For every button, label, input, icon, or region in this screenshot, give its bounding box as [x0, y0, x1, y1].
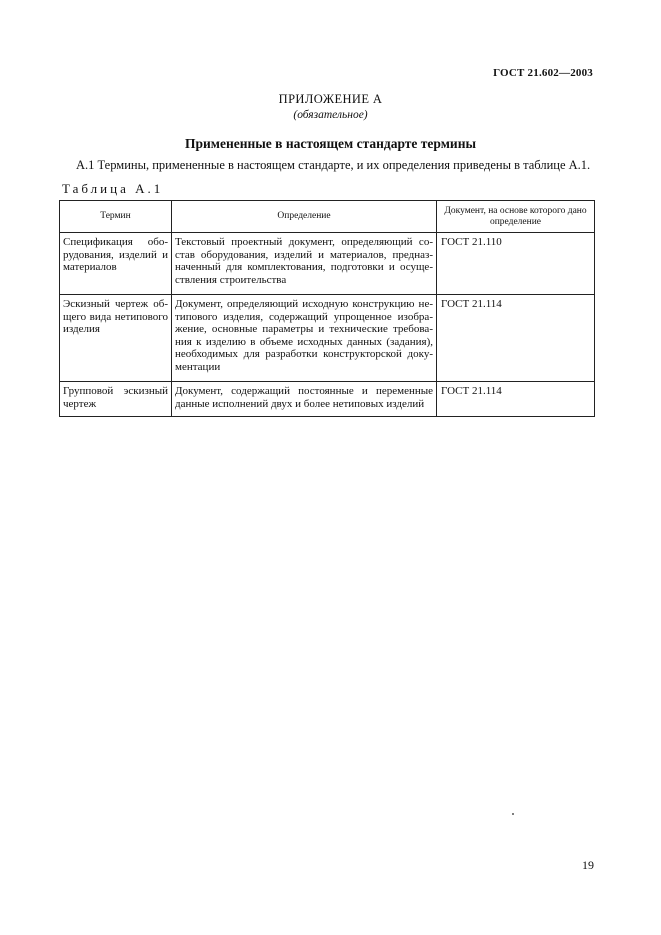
source-cell: ГОСТ 21.114 — [437, 295, 595, 382]
definition-cell: Документ, определяющий исходную конструкцию нетипового изделия, содержащий упрощенное изображение, основные параметры и технические требования к изделию в объеме исходных данных (задания), необходимых для разработки конструкторской документации — [172, 295, 437, 382]
definition-cell: Текстовый проектный документ, определяющий состав оборудования, изделий и материалов, предназначенный для комплектования, подготовки и осуществления строительства — [172, 233, 437, 295]
page-number: 19 — [582, 858, 594, 872]
table-row — [60, 233, 595, 295]
table-row — [60, 295, 595, 382]
definition-cell: Документ, содержащий постоянные и переменные данные исполнений двух и более нетиповых изделий — [172, 382, 437, 417]
header-source: Документ, на основе которого дано определение — [437, 201, 595, 233]
table-row — [60, 382, 595, 417]
intro-paragraph: А.1 Термины, примененные в настоящем стандарте, и их определения приведены в таблице А.1. — [76, 158, 591, 172]
appendix-note: (обязательное) — [293, 109, 368, 121]
document-code: ГОСТ 21.602—2003 — [493, 67, 593, 79]
section-heading: Примененные в настоящем стандарте термины — [184, 136, 477, 151]
table-caption: Таблица А.1 — [62, 181, 164, 196]
header-definition: Определение — [172, 201, 437, 233]
source-cell: ГОСТ 21.114 — [437, 382, 595, 417]
term-cell: Групповой эскизный чертеж — [60, 382, 172, 417]
header-term: Термин — [60, 201, 172, 233]
term-cell: Спецификация оборудования, изделий и материалов — [60, 233, 172, 295]
terms-table — [59, 200, 595, 417]
table-header-row — [60, 201, 595, 233]
term-cell: Эскизный чертеж общего вида нетипового изделия — [60, 295, 172, 382]
scan-speck — [512, 813, 514, 815]
appendix-title: ПРИЛОЖЕНИЕ А — [278, 92, 383, 106]
source-cell: ГОСТ 21.110 — [437, 233, 595, 295]
